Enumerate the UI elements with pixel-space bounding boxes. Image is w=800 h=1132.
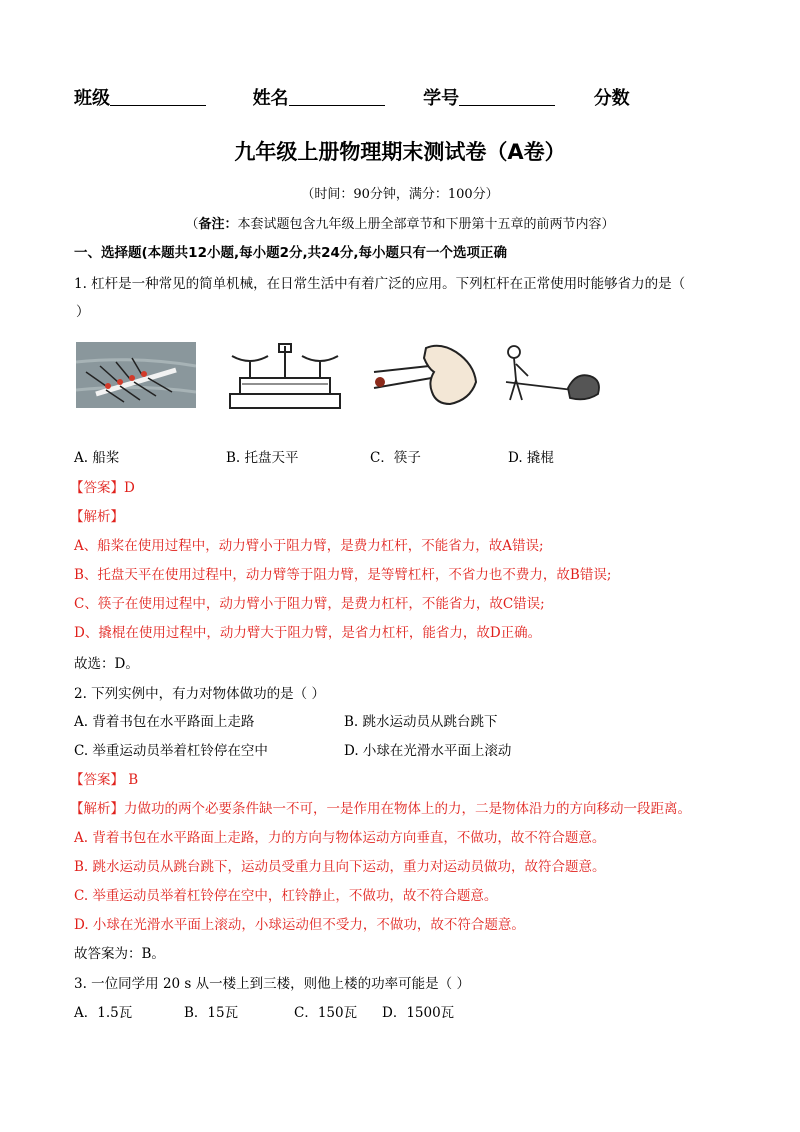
q2-conclusion: 故答案为：B。 (74, 946, 165, 962)
q3-stem: 3. 一位同学用 20 s 从一楼上到三楼，则他上楼的功率可能是（ ） (74, 976, 470, 992)
q1-answer: 【答案】D (70, 480, 135, 496)
q1-stem: 1. 杠杆是一种常见的简单机械，在日常生活中有着广泛的应用。下列杠杆在正常使用时能够省力的是（ (74, 276, 686, 292)
student-id-label: 学号 (423, 88, 460, 109)
page-title: 九年级上册物理期末测试卷（A卷） (234, 140, 566, 164)
q1-option-a: A. 船桨 (74, 450, 120, 466)
q2-analysis-a: A. 背着书包在水平路面上走路，力的方向与物体运动方向垂直，不做功，故不符合题意。 (74, 830, 606, 846)
q1-analysis-b: B、托盘天平在使用过程中，动力臂等于阻力臂，是等臂杠杆，不省力也不费力，故B错误; (74, 567, 612, 583)
section-heading: 一、选择题(本题共12小题,每小题2分,共24分,每小题只有一个选项正确 (74, 245, 508, 261)
q1-analysis-title: 【解析】 (70, 509, 124, 525)
student-info-row (74, 84, 630, 110)
q1-stem-cont: ） (76, 304, 90, 320)
balance-scale-image (224, 342, 346, 408)
q1-analysis-a: A、船桨在使用过程中，动力臂小于阻力臂，是费力杠杆，不能省力，故A错误; (74, 538, 544, 554)
q2-option-b: B. 跳水运动员从跳台跳下 (344, 714, 498, 730)
q3-option-d: D．1500瓦 (382, 1005, 455, 1021)
q3-option-a: A．1.5瓦 (74, 1005, 133, 1021)
exam-time-info: （时间：90分钟，满分：100分） (301, 187, 499, 202)
q1-option-c: C．筷子 (370, 450, 421, 466)
q1-option-b: B. 托盘天平 (226, 450, 299, 466)
q1-option-d: D. 撬棍 (508, 450, 554, 466)
q1-conclusion: 故选：D。 (74, 656, 139, 672)
q3-option-b: B．15瓦 (184, 1005, 239, 1021)
q2-option-d: D. 小球在光滑水平面上滚动 (344, 743, 512, 759)
name-blank[interactable] (289, 89, 385, 106)
q2-option-a: A. 背着书包在水平路面上走路 (74, 714, 255, 730)
q1-analysis-d: D、撬棍在使用过程中，动力臂大于阻力臂，是省力杠杆，能省力，故D正确。 (74, 625, 542, 641)
q1-analysis-c: C、筷子在使用过程中，动力臂小于阻力臂，是费力杠杆，不能省力，故C错误; (74, 596, 545, 612)
class-blank[interactable] (110, 89, 206, 106)
student-id-blank[interactable] (459, 89, 555, 106)
q2-analysis-b: B. 跳水运动员从跳台跳下，运动员受重力且向下运动，重力对运动员做功，故符合题意。 (74, 859, 606, 875)
q2-analysis-d: D. 小球在光滑水平面上滚动，小球运动但不受力，不做功，故不符合题意。 (74, 917, 525, 933)
crowbar-image (498, 342, 608, 408)
rowing-boat-image (76, 342, 196, 408)
chopsticks-image (370, 342, 482, 408)
q2-answer: 【答案】 B (70, 772, 139, 788)
q2-analysis-c: C. 举重运动员举着杠铃停在空中，杠铃静止，不做功，故不符合题意。 (74, 888, 498, 904)
score-label: 分数 (593, 88, 630, 109)
name-label: 姓名 (252, 88, 289, 109)
q2-stem: 2. 下列实例中，有力对物体做功的是（ ） (74, 686, 325, 702)
q3-option-c: C．150瓦 (294, 1005, 358, 1021)
class-label: 班级 (74, 88, 110, 109)
exam-note: （备注：本套试题包含九年级上册全部章节和下册第十五章的前两节内容） (185, 217, 615, 232)
q2-option-c: C. 举重运动员举着杠铃停在空中 (74, 743, 268, 759)
q2-analysis: 【解析】力做功的两个必要条件缺一不可，一是作用在物体上的力，二是物体沿力的方向移动一段距离。 (70, 801, 691, 817)
